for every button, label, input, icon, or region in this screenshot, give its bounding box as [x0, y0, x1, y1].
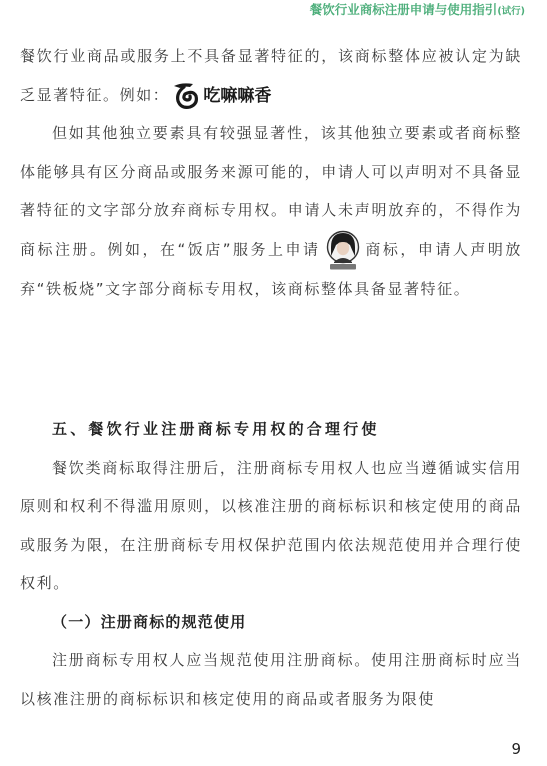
- paragraph-4: 注册商标专用权人应当规范使用注册商标。使用注册商标时应当以核准注册的商标标识和核定使用的商品或者服务为限使: [20, 651, 522, 708]
- paragraph-2-text: 但如其他独立要素具有较强显著性，该其他独立要素或者商标整体能够具有区分商品或服务来源可能的，申请人可以声明对不具备显著特征的文字部分放弃商标专用权。申请人未声明放弃的，不得作为商标注册。例如，在“饭店”服务上申请: [20, 124, 522, 258]
- sub-section-title: （一）注册商标的规范使用: [52, 612, 247, 631]
- paragraph-1-text: 餐饮行业商品或服务上不具备显著特征的，该商标整体应被认定为缺乏显著特征。例如：: [20, 47, 522, 104]
- page-number: 9: [511, 740, 521, 758]
- trademark-logo-example: [171, 80, 271, 110]
- running-header-title: 餐饮行业商标注册申请与使用指引: [309, 2, 498, 17]
- paragraph-2-text-after-image: 商标，申请人声明放弃“铁板烧”文字部分商标专用权，该商标整体具备显著特征。: [20, 240, 522, 298]
- paragraph-1: [20, 37, 522, 114]
- running-header-suffix: (试行): [497, 6, 525, 17]
- paragraph-3: 餐饮类商标取得注册后，注册商标专用权人也应当遵循诚实信用原则和权利不得滥用原则，以核准注册的商标标识和核定使用的商品或服务为限，在注册商标专用权保护范围内依法规范使用并合理行使权利。: [20, 458, 522, 592]
- trademark-logo-text: 吃嘛嘛香: [203, 85, 272, 106]
- trademark-swirl-icon: [171, 81, 203, 111]
- section-title: 五、餐饮行业注册商标专用权的合理行使: [52, 420, 380, 438]
- trademark-portrait-image: [325, 230, 361, 270]
- page-body: [20, 37, 522, 308]
- section-five: [20, 410, 522, 718]
- paragraph-2: [20, 114, 522, 308]
- running-header: [310, 0, 525, 20]
